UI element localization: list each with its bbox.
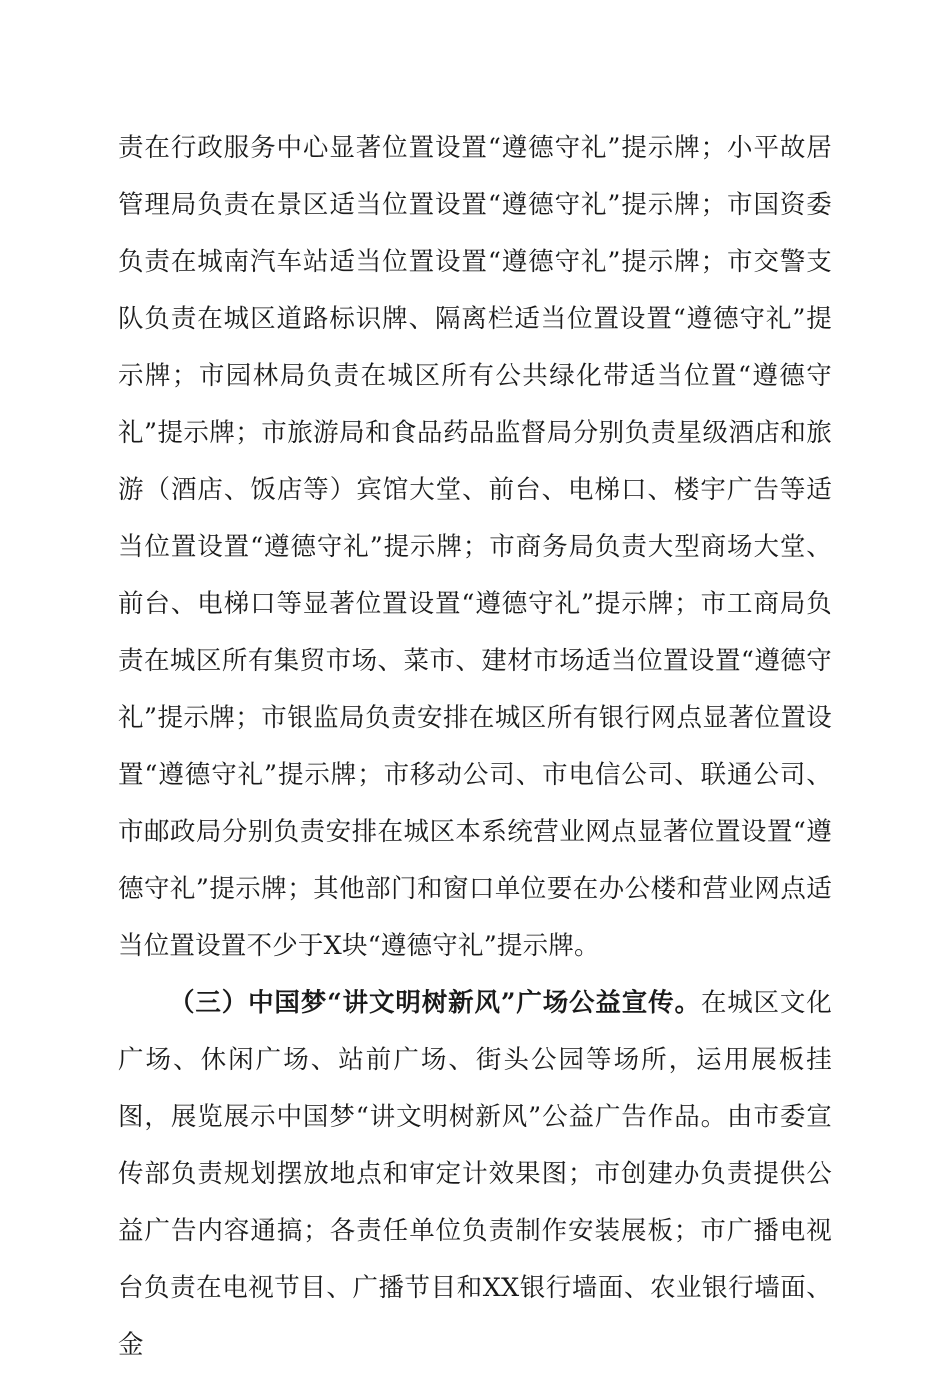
- document-body: [118, 120, 832, 1374]
- paragraph-1-text: 责在行政服务中心显著位置设置“遵德守礼”提示牌；小平故居管理局负责在景区适当位置设置“遵德守礼”提示牌；市国资委负责在城南汽车站适当位置设置“遵德守礼”提示牌；市交警支队负责在城区道路标识牌、隔离栏适当位置设置“遵德守礼”提示牌；市园林局负责在城区所有公共绿化带适当位置“遵德守礼”提示牌；市旅游局和食品药品监督局分别负责星级酒店和旅游（酒店、饭店等）宾馆大堂、前台、电梯口、楼宇广告等适当位置设置“遵德守礼”提示牌；市商务局负责大型商场大堂、前台、电梯口等显著位置设置“遵德守礼”提示牌；市工商局负责在城区所有集贸市场、菜市、建材市场适当位置设置“遵德守礼”提示牌；市银监局负责安排在城区所有银行网点显著位置设置“遵德守礼”提示牌；市移动公司、市电信公司、联通公司、市邮政局分别负责安排在城区本系统营业网点显著位置设置“遵德守礼”提示牌；其他部门和窗口单位要在办公楼和营业网点适当位置设置不少于X块“遵德守礼”提示牌。: [118, 133, 832, 961]
- paragraph-1: [118, 120, 832, 975]
- paragraph-2-lead: （三）中国梦“讲文明树新风”广场公益宣传。: [169, 988, 701, 1018]
- paragraph-2: [118, 975, 832, 1374]
- paragraph-2-text: 在城区文化广场、休闲广场、站前广场、街头公园等场所，运用展板挂图，展览展示中国梦“讲文明树新风”公益广告作品。由市委宣传部负责规划摆放地点和审定计效果图；市创建办负责提供公益广告内容通搞；各责任单位负责制作安装展板；市广播电视台负责在电视节目、广播节目和XX银行墙面、农业银行墙面、金: [118, 988, 832, 1360]
